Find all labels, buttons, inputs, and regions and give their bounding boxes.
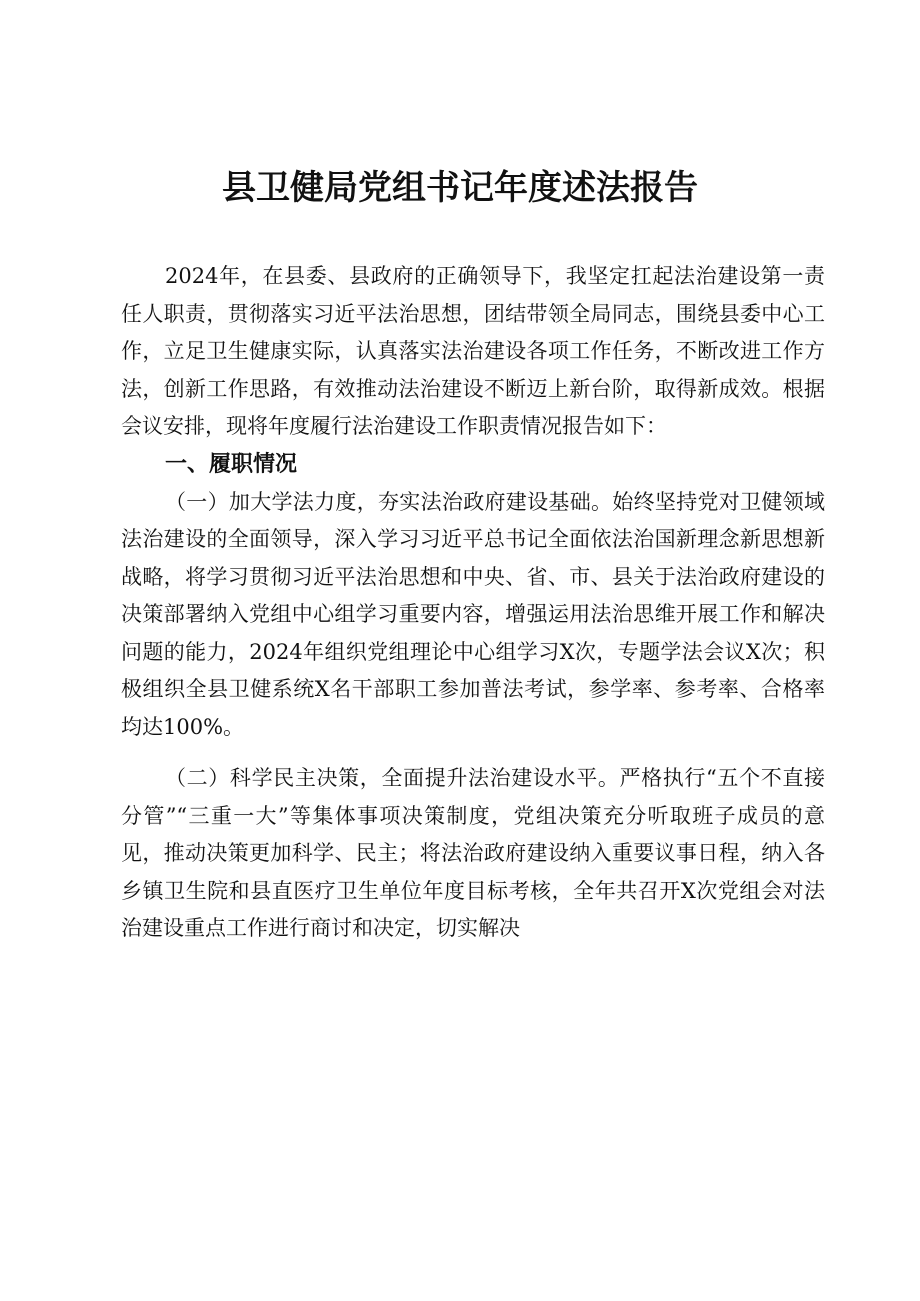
document-body (121, 258, 825, 948)
section-heading-performance: 一、履职情况 (165, 451, 298, 477)
document-title: 县卫健局党组书记年度述法报告 (222, 168, 698, 208)
item-paragraph-2: （二）科学民主决策，全面提升法治建设水平。严格执行“五个不直接分管”“三重一大”等集体事项决策制度，党组决策充分听取班子成员的意见，推动决策更加科学、民主；将法治政府建设纳入重要议事日程，纳入各乡镇卫生院和县直医疗卫生单位年度目标考核，全年共召开X次党组会对法治建设重点工作进行商讨和决定，切实解决 (121, 766, 825, 940)
intro-paragraph: 2024年，在县委、县政府的正确领导下，我坚定扛起法治建设第一责任人职责，贯彻落实习近平法治思想，团结带领全局同志，围绕县委中心工作，立足卫生健康实际，认真落实法治建设各项工作任务，不断改进工作方法，创新工作思路，有效推动法治建设不断迈上新台阶，取得新成效。根据会议安排，现将年度履行法治建设工作职责情况报告如下： (121, 264, 825, 438)
item-paragraph-1: （一）加大学法力度，夯实法治政府建设基础。始终坚持党对卫健领域法治建设的全面领导，深入学习习近平总书记全面依法治国新理念新思想新战略，将学习贯彻习近平法治思想和中央、省、市、县关于法治政府建设的决策部署纳入党组中心组学习重要内容，增强运用法治思维开展工作和解决问题的能力，2024年组织党组理论中心组学习X次，专题学法会议X次；积极组织全县卫健系统X名干部职工参加普法考试，参学率、参考率、合格率均达100%。 (121, 489, 825, 739)
